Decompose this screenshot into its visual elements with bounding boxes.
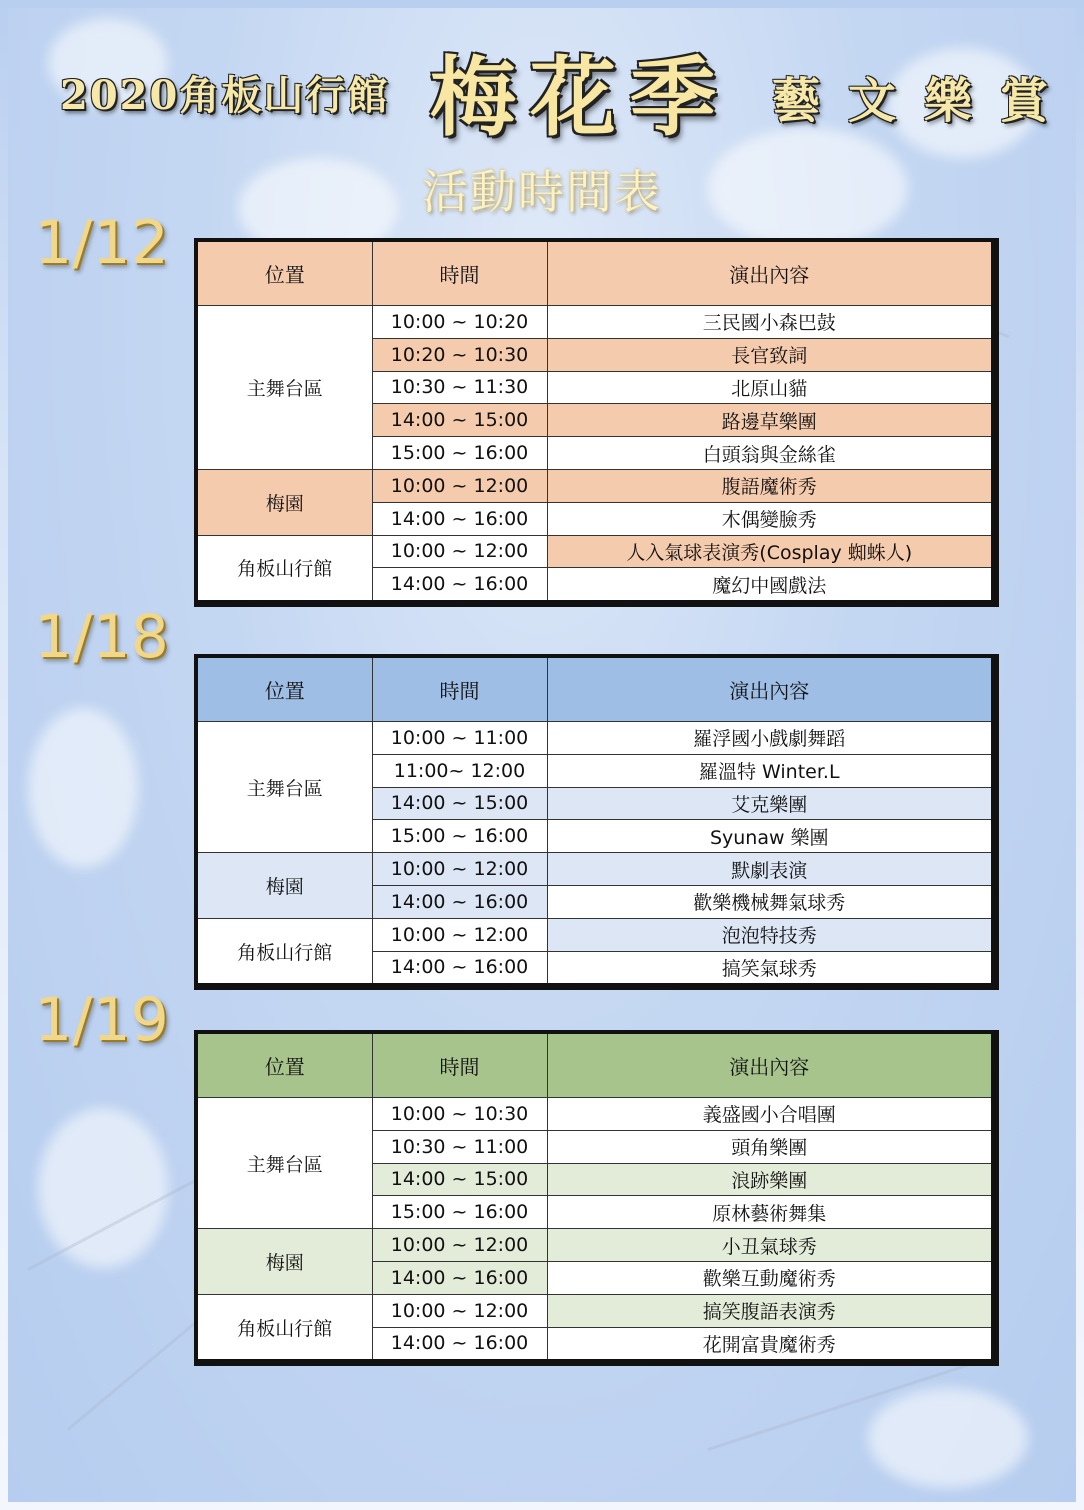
location-cell: 角板山行館: [196, 918, 372, 987]
time-cell: 10:00 ~ 12:00: [372, 469, 547, 502]
location-cell: 主舞台區: [196, 722, 372, 853]
program-cell: 白頭翁與金絲雀: [547, 437, 995, 470]
schedule-table-2: [194, 654, 999, 990]
program-cell: 羅浮國小戲劇舞蹈: [547, 722, 995, 755]
table-row: [196, 1098, 995, 1131]
location-cell: 梅園: [196, 853, 372, 919]
time-cell: 10:00 ~ 12:00: [372, 535, 547, 568]
program-cell: 艾克樂團: [547, 787, 995, 820]
schedule-table-1: [194, 238, 999, 607]
schedule-table-3: [194, 1030, 999, 1366]
program-cell: 頭角樂團: [547, 1130, 995, 1163]
program-cell: 小丑氣球秀: [547, 1229, 995, 1262]
time-cell: 14:00 ~ 15:00: [372, 787, 547, 820]
location-cell: 角板山行館: [196, 535, 372, 604]
poster-title: [0, 22, 1084, 148]
program-cell: 原林藝術舞集: [547, 1196, 995, 1229]
col-header-location: 位置: [196, 240, 372, 306]
table-header-row: [196, 1032, 995, 1098]
program-cell: 搞笑氣球秀: [547, 951, 995, 987]
time-cell: 10:20 ~ 10:30: [372, 338, 547, 371]
time-cell: 11:00~ 12:00: [372, 754, 547, 787]
program-cell: 搞笑腹語表演秀: [547, 1294, 995, 1327]
time-cell: 14:00 ~ 16:00: [372, 568, 547, 604]
table-row: [196, 918, 995, 951]
title-year-venue: 2020角板山行館: [60, 72, 390, 119]
time-cell: 14:00 ~ 15:00: [372, 404, 547, 437]
program-cell: 浪跡樂團: [547, 1163, 995, 1196]
time-cell: 10:00 ~ 12:00: [372, 918, 547, 951]
program-cell: 北原山貓: [547, 371, 995, 404]
location-cell: 角板山行館: [196, 1294, 372, 1363]
date-label-1: 1/12: [34, 208, 169, 278]
table-row: [196, 1294, 995, 1327]
col-header-location: 位置: [196, 1032, 372, 1098]
program-cell: 歡樂互動魔術秀: [547, 1261, 995, 1294]
table-row: [196, 535, 995, 568]
program-cell: 義盛國小合唱團: [547, 1098, 995, 1131]
col-header-program: 演出內容: [547, 1032, 995, 1098]
location-cell: 主舞台區: [196, 306, 372, 470]
table-row: [196, 306, 995, 339]
table-header-row: [196, 240, 995, 306]
location-cell: 主舞台區: [196, 1098, 372, 1229]
time-cell: 10:30 ~ 11:30: [372, 371, 547, 404]
time-cell: 15:00 ~ 16:00: [372, 437, 547, 470]
time-cell: 10:30 ~ 11:00: [372, 1130, 547, 1163]
table-row: [196, 1229, 995, 1262]
program-cell: 泡泡特技秀: [547, 918, 995, 951]
time-cell: 14:00 ~ 16:00: [372, 1261, 547, 1294]
col-header-time: 時間: [372, 656, 547, 722]
program-cell: Syunaw 樂團: [547, 820, 995, 853]
time-cell: 14:00 ~ 16:00: [372, 885, 547, 918]
col-header-program: 演出內容: [547, 240, 995, 306]
time-cell: 15:00 ~ 16:00: [372, 1196, 547, 1229]
table-header-row: [196, 656, 995, 722]
table-row: [196, 853, 995, 886]
time-cell: 14:00 ~ 16:00: [372, 502, 547, 535]
program-cell: 花開富貴魔術秀: [547, 1327, 995, 1363]
program-cell: 三民國小森巴鼓: [547, 306, 995, 339]
program-cell: 人入氣球表演秀(Cosplay 蜘蛛人): [547, 535, 995, 568]
time-cell: 14:00 ~ 16:00: [372, 1327, 547, 1363]
col-header-location: 位置: [196, 656, 372, 722]
program-cell: 默劇表演: [547, 853, 995, 886]
program-cell: 木偶變臉秀: [547, 502, 995, 535]
time-cell: 14:00 ~ 16:00: [372, 951, 547, 987]
time-cell: 10:00 ~ 12:00: [372, 1294, 547, 1327]
col-header-program: 演出內容: [547, 656, 995, 722]
location-cell: 梅園: [196, 469, 372, 535]
program-cell: 魔幻中國戲法: [547, 568, 995, 604]
time-cell: 15:00 ~ 16:00: [372, 820, 547, 853]
program-cell: 路邊草樂團: [547, 404, 995, 437]
col-header-time: 時間: [372, 240, 547, 306]
table-row: [196, 469, 995, 502]
program-cell: 腹語魔術秀: [547, 469, 995, 502]
time-cell: 10:00 ~ 12:00: [372, 1229, 547, 1262]
col-header-time: 時間: [372, 1032, 547, 1098]
table-row: [196, 722, 995, 755]
program-cell: 歡樂機械舞氣球秀: [547, 885, 995, 918]
time-cell: 14:00 ~ 15:00: [372, 1163, 547, 1196]
time-cell: 10:00 ~ 10:30: [372, 1098, 547, 1131]
time-cell: 10:00 ~ 10:20: [372, 306, 547, 339]
program-cell: 羅溫特 Winter.L: [547, 754, 995, 787]
title-tail: 藝文樂賞: [772, 73, 1077, 129]
program-cell: 長官致詞: [547, 338, 995, 371]
time-cell: 10:00 ~ 12:00: [372, 853, 547, 886]
time-cell: 10:00 ~ 11:00: [372, 722, 547, 755]
date-label-2: 1/18: [34, 602, 169, 672]
title-main: 梅花季: [430, 47, 730, 148]
location-cell: 梅園: [196, 1229, 372, 1295]
schedule-subtitle: 活動時間表: [422, 165, 662, 219]
date-label-3: 1/19: [34, 985, 169, 1055]
